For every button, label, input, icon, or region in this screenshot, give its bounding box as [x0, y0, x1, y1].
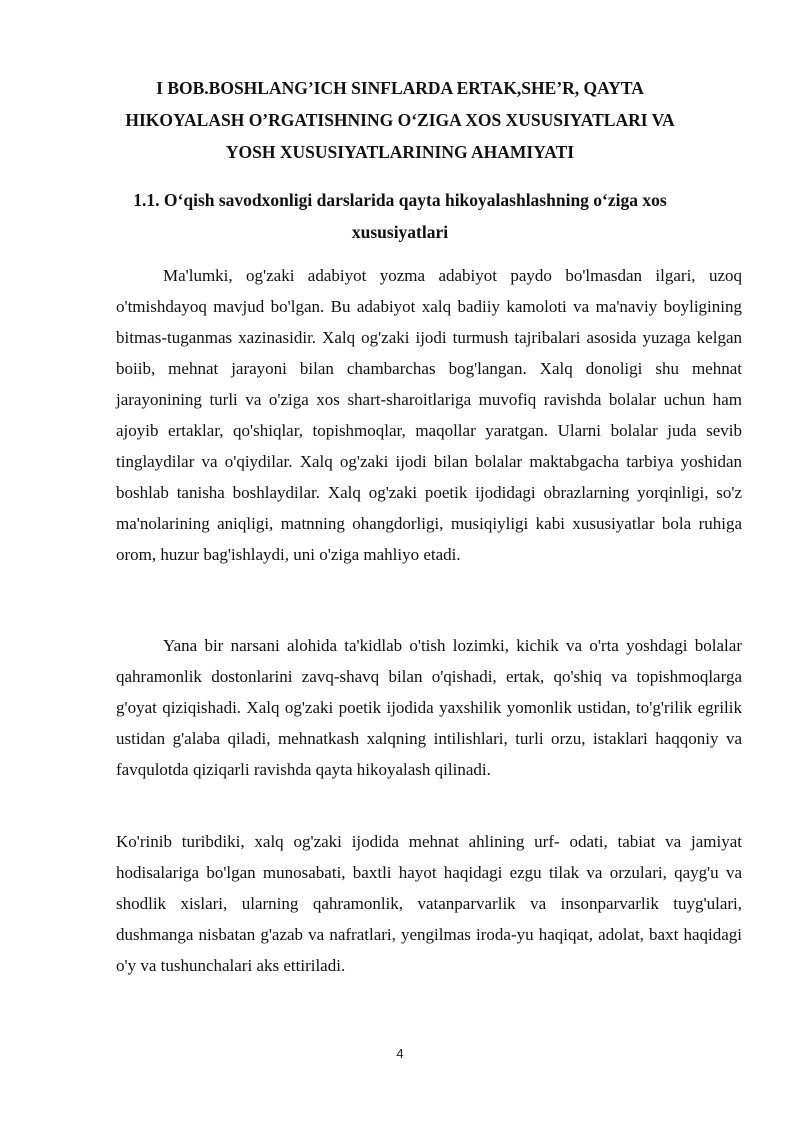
page-number: 4: [396, 1046, 404, 1061]
paragraph-1: Ma'lumki, og'zaki adabiyot yozma adabiyot paydo bo'lmasdan ilgari, uzoq o'tmishdayoq mavjud bo'lgan. Bu adabiyot xalq badiiy kamoloti va ma'naviy boyligining bitmas-tuganmas xazinasidir. Xalq og'zaki ijodi turmush tajribalari asosida yuzaga kelgan boiib, mehnat jarayoni bilan chambarchas bog'langan. Xalq donoligi shu mehnat jarayonining turli va o'ziga xos shart-sharoitlariga muvofiq ravishda bolalar uchun ham ajoyib ertaklar, qo'shiqlar, topishmoqlar, maqollar yaratgan. Ularni bolalar juda sevib tinglaydilar va o'qiydilar. Xalq og'zaki ijodi bilan bolalar maktabgacha tarbiya yoshidan boshlab tanisha boshlaydilar. Xalq og'zaki poetik ijodidagi obrazlarning yorqinligi, so'z ma'nolarining aniqligi, matnning ohangdorligi, musiqiyligi kabi xususiyatlar bola ruhiga orom, huzur bag'ishlaydi, uni o'ziga mahliyo etadi.: [116, 266, 742, 564]
paragraph-3: Ko'rinib turibdiki, xalq og'zaki ijodida mehnat ahlining urf- odati, tabiat va jamiyat hodisalariga bo'lgan munosabati, baxtli hayot haqidagi ezgu tilak va orzulari, qayg'u va shodlik xislari, ularning qahramonlik, vatanparvarlik va insonparvarlik tuyg'ulari, dushmanga nisbatan g'azab va nafratlari, yengilmas iroda-yu haqiqat, adolat, baxt haqidagi o'y va tushunchalari aks ettiriladi.: [116, 832, 742, 975]
paragraph-2: Yana bir narsani alohida ta'kidlab o'tish lozimki, kichik va o'rta yoshdagi bolalar qahramonlik dostonlarini zavq-shavq bilan o'qishadi, ertak, qo'shiq va topishmoqlarga g'oyat qiziqishadi. Xalq og'zaki poetik ijodida yaxshilik yomonlik ustidan, to'g'rilik egrilik ustidan g'alaba qiladi, mehnatkash xalqning intilishlari, turli orzu, istaklari haqqoniy va favqulotda qiziqarli ravishda qayta hikoyalash qilinadi.: [116, 636, 742, 779]
section-title: 1.1. O‘qish savodxonligi darslarida qayta hikoyalashlashning o‘ziga xos xususiyatlari: [133, 190, 667, 242]
chapter-title: I BOB.BOSHLANG’ICH SINFLARDA ERTAK,SHE’R, QAYTA HIKOYALASH O’RGATISHNING O‘ZIGA XOS XUSUSIYATLARI VA YOSH XUSUSIYATLARINING AHAMIYATI: [125, 78, 675, 162]
